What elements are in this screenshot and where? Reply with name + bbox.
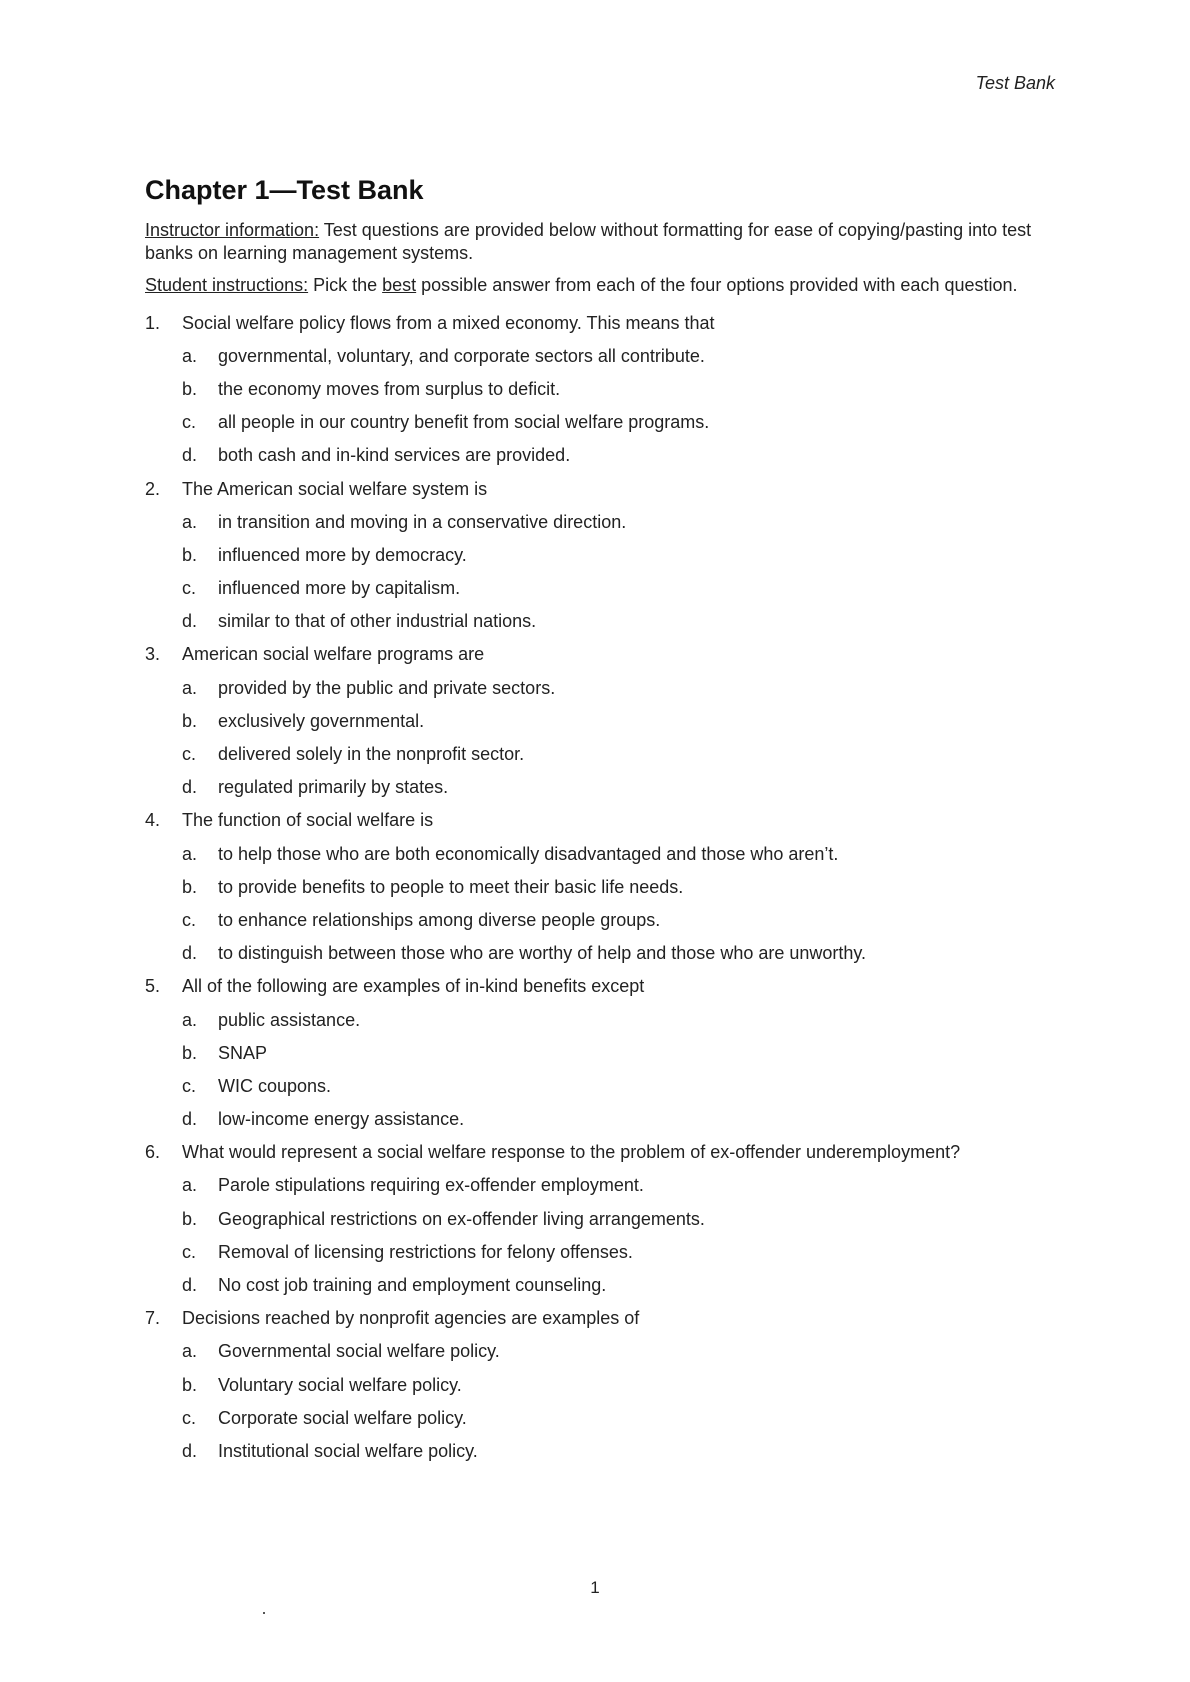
student-instructions xyxy=(145,274,1065,297)
answer-options xyxy=(145,1335,1065,1468)
student-label: Student instructions: xyxy=(145,275,309,295)
option-letter: c. xyxy=(182,909,197,930)
option-text: low-income energy assistance. xyxy=(218,1109,465,1130)
answer-option xyxy=(145,737,1065,770)
option-letter: d. xyxy=(182,445,198,466)
option-letter: c. xyxy=(182,1075,197,1096)
answer-option xyxy=(145,339,1065,372)
option-letter: c. xyxy=(182,744,197,765)
question-stem xyxy=(145,1302,1065,1335)
option-letter: b. xyxy=(182,1042,198,1063)
option-text: exclusively governmental. xyxy=(218,710,425,731)
option-letter: b. xyxy=(182,876,198,897)
answer-option xyxy=(145,704,1065,737)
question-stem xyxy=(145,472,1065,505)
option-text: WIC coupons. xyxy=(218,1075,332,1096)
option-text: regulated primarily by states. xyxy=(218,777,449,798)
option-letter: a. xyxy=(182,345,198,366)
option-text: similar to that of other industrial nations. xyxy=(218,611,537,632)
instructor-label: Instructor information: xyxy=(145,220,320,240)
question-item xyxy=(145,1302,1065,1468)
question-stem xyxy=(145,804,1065,837)
scan-speck xyxy=(263,1612,265,1614)
option-letter: a. xyxy=(182,1175,198,1196)
option-letter: c. xyxy=(182,412,197,433)
option-letter: a. xyxy=(182,677,198,698)
option-text: to enhance relationships among diverse people groups. xyxy=(218,909,661,930)
option-letter: c. xyxy=(182,1407,197,1428)
question-number: 4. xyxy=(145,810,161,831)
option-letter: c. xyxy=(182,578,197,599)
option-text: Institutional social welfare policy. xyxy=(218,1440,478,1461)
option-letter: d. xyxy=(182,1440,198,1461)
option-text: delivered solely in the nonprofit sector. xyxy=(218,744,525,765)
answer-options xyxy=(145,837,1065,970)
question-item xyxy=(145,638,1065,804)
option-letter: a. xyxy=(182,511,198,532)
answer-option xyxy=(145,837,1065,870)
question-item xyxy=(145,472,1065,638)
option-letter: c. xyxy=(182,1241,197,1262)
option-text: SNAP xyxy=(218,1042,268,1063)
question-text: The function of social welfare is xyxy=(182,810,434,831)
option-letter: a. xyxy=(182,1341,198,1362)
answer-option xyxy=(145,1069,1065,1102)
answer-option xyxy=(145,1401,1065,1434)
question-number: 6. xyxy=(145,1142,161,1163)
option-text: Corporate social welfare policy. xyxy=(218,1407,467,1428)
option-text: governmental, voluntary, and corporate sectors all contribute. xyxy=(218,345,705,366)
question-text: The American social welfare system is xyxy=(182,478,488,499)
answer-option xyxy=(145,1202,1065,1235)
option-letter: a. xyxy=(182,843,198,864)
instructor-text: Test questions are provided below without formatting for ease of copying/pasting into test banks on learning management systems. xyxy=(145,220,1032,263)
option-text: provided by the public and private sectors. xyxy=(218,677,556,698)
option-letter: b. xyxy=(182,378,198,399)
answer-option xyxy=(145,1235,1065,1268)
option-text: both cash and in-kind services are provided. xyxy=(218,445,571,466)
option-text: in transition and moving in a conservative direction. xyxy=(218,511,627,532)
answer-option xyxy=(145,1003,1065,1036)
answer-option xyxy=(145,870,1065,903)
option-text: influenced more by capitalism. xyxy=(218,578,461,599)
answer-option xyxy=(145,538,1065,571)
question-number: 3. xyxy=(145,644,161,665)
question-item xyxy=(145,1136,1065,1302)
option-text: to distinguish between those who are worthy of help and those who are unworthy. xyxy=(218,943,867,964)
running-header: Test Bank xyxy=(975,73,1055,93)
answer-option xyxy=(145,771,1065,804)
question-number: 2. xyxy=(145,478,161,499)
option-letter: d. xyxy=(182,611,198,632)
answer-option xyxy=(145,372,1065,405)
option-letter: d. xyxy=(182,943,198,964)
answer-option xyxy=(145,505,1065,538)
answer-options xyxy=(145,671,1065,804)
answer-option xyxy=(145,439,1065,472)
page-content xyxy=(145,173,1065,1468)
option-text: the economy moves from surplus to deficit. xyxy=(218,378,561,399)
chapter-title: Chapter 1—Test Bank xyxy=(145,175,424,205)
option-letter: b. xyxy=(182,544,198,565)
option-text: Geographical restrictions on ex-offender living arrangements. xyxy=(218,1208,705,1229)
question-item xyxy=(145,306,1065,472)
answer-option xyxy=(145,1368,1065,1401)
answer-option xyxy=(145,1036,1065,1069)
answer-option xyxy=(145,903,1065,936)
answer-option xyxy=(145,572,1065,605)
option-text: public assistance. xyxy=(218,1009,361,1030)
answer-option xyxy=(145,937,1065,970)
student-text-before: Pick the xyxy=(308,275,383,295)
option-letter: d. xyxy=(182,1109,198,1130)
option-text: Voluntary social welfare policy. xyxy=(218,1374,462,1395)
question-number: 7. xyxy=(145,1308,161,1329)
option-text: influenced more by democracy. xyxy=(218,544,467,565)
question-list xyxy=(145,306,1065,1468)
student-emphasis: best xyxy=(382,275,417,295)
answer-options xyxy=(145,1169,1065,1302)
student-text-after: possible answer from each of the four options provided with each question. xyxy=(416,275,1018,295)
answer-option xyxy=(145,1169,1065,1202)
question-text: Social welfare policy flows from a mixed economy. This means that xyxy=(182,312,715,333)
option-letter: b. xyxy=(182,1374,198,1395)
option-letter: d. xyxy=(182,1275,198,1296)
option-text: No cost job training and employment counseling. xyxy=(218,1275,607,1296)
option-letter: b. xyxy=(182,1208,198,1229)
question-text: All of the following are examples of in-kind benefits except xyxy=(182,976,645,997)
option-text: to help those who are both economically disadvantaged and those who aren’t. xyxy=(218,843,839,864)
question-item xyxy=(145,970,1065,1136)
question-item xyxy=(145,804,1065,970)
option-text: Removal of licensing restrictions for felony offenses. xyxy=(218,1241,633,1262)
answer-option xyxy=(145,1268,1065,1301)
question-stem xyxy=(145,638,1065,671)
question-number: 5. xyxy=(145,976,161,997)
answer-options xyxy=(145,1003,1065,1136)
question-text: What would represent a social welfare response to the problem of ex-offender underemployment? xyxy=(182,1142,961,1163)
answer-options xyxy=(145,339,1065,472)
option-letter: a. xyxy=(182,1009,198,1030)
instructor-information xyxy=(145,219,1065,265)
page-number: 1 xyxy=(590,1578,600,1597)
answer-option xyxy=(145,1335,1065,1368)
answer-option xyxy=(145,406,1065,439)
question-stem xyxy=(145,306,1065,339)
question-number: 1. xyxy=(145,312,161,333)
question-stem xyxy=(145,970,1065,1003)
answer-option xyxy=(145,1434,1065,1467)
option-text: Governmental social welfare policy. xyxy=(218,1341,500,1362)
answer-options xyxy=(145,505,1065,638)
answer-option xyxy=(145,605,1065,638)
question-text: American social welfare programs are xyxy=(182,644,485,665)
answer-option xyxy=(145,1103,1065,1136)
answer-option xyxy=(145,671,1065,704)
option-text: all people in our country benefit from social welfare programs. xyxy=(218,412,710,433)
question-stem xyxy=(145,1136,1065,1169)
option-text: Parole stipulations requiring ex-offender employment. xyxy=(218,1175,644,1196)
question-text: Decisions reached by nonprofit agencies are examples of xyxy=(182,1308,640,1329)
option-text: to provide benefits to people to meet their basic life needs. xyxy=(218,876,684,897)
option-letter: d. xyxy=(182,777,198,798)
option-letter: b. xyxy=(182,710,198,731)
